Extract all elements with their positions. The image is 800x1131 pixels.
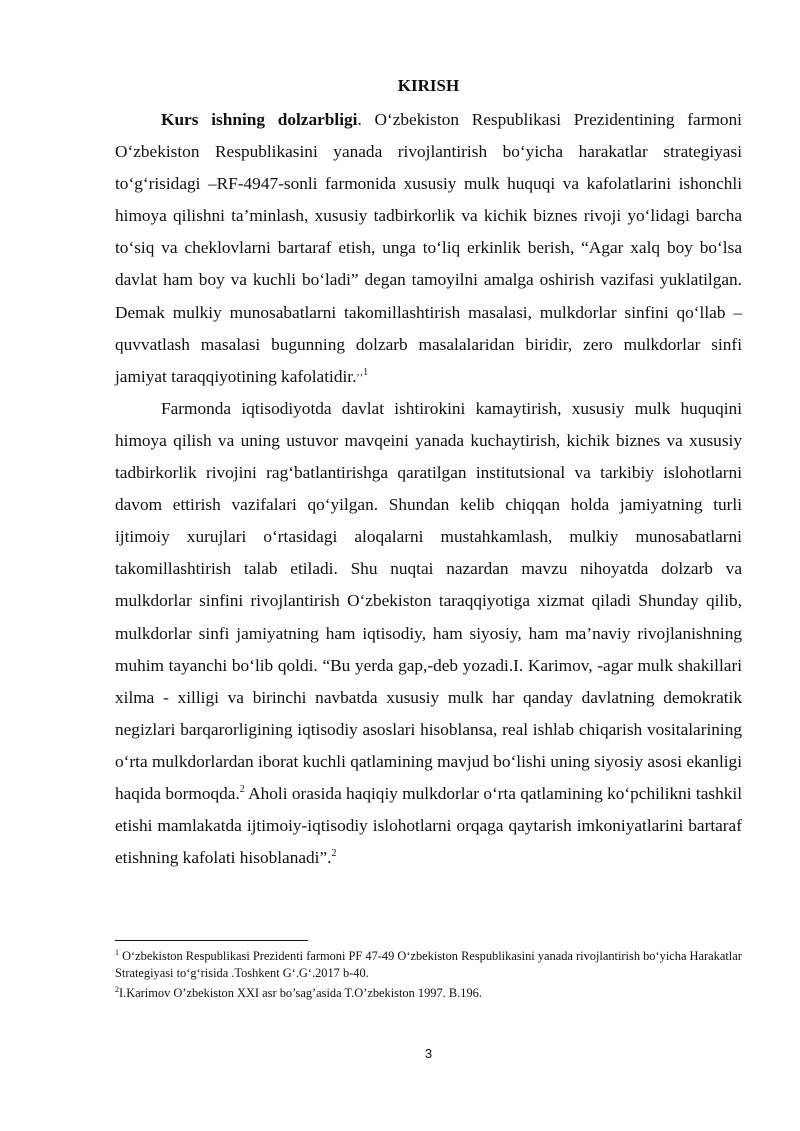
- relevance-lead-label: Kurs ishning dolzarbligi: [161, 110, 358, 129]
- footnote-mark: 2: [115, 985, 119, 994]
- paragraph-text: Farmonda iqtisodiyotda davlat ishtirokini kamaytirish, xususiy mulk huquqini himoya qilish va uning ustuvor mavqeini yanada kuchaytirish, kichik biznes va xususiy tadbirkorlik rivojini rag‘batlantirishga qaratilgan institutsional va tarkibiy islohotlarni davom ettirish vazifalari qo‘yilgan. Shundan kelib chiqqan holda jamiyatning turli ijtimoiy xurujlari o‘rtasidagi aloqalarni mustahkamlash, mulkiy munosabatlarni takomillashtirish talab etiladi. Shu nuqtai nazardan mavzu nihoyatda dolzarb va mulkdorlar sinfini rivojlantirish O‘zbekiston taraqqiyotiga xizmat qiladi Shunday qilib, mulkdorlar sinfi jamiyatning ham iqtisodiy, ham siyosiy, ham ma’naviy rivojlanishning muhim tayanchi bo‘lib qoldi. “Bu yerda gap,-deb yozadi.I. Karimov, -agar mulk shakillari xilma - xilligi va birinchi navbatda xususiy mulk har qanday davlatning demokratik negizlari barqarorligining iqtisodiy asoslari hisoblansa, real ishlab chiqarish vositalarining o‘rta mulkdorlardan iborat kuchli qatlamining mavjud bo‘lishi uning siyosiy asosi ekanligi haqida bormoqda.: [115, 398, 742, 803]
- footnote-separator: [115, 940, 308, 941]
- footnote-ref-2a[interactable]: 2: [239, 783, 245, 795]
- footnotes: [115, 948, 742, 1006]
- footnote-text: O‘zbekiston Respublikasi Prezidenti farmoni PF 47-49 O‘zbekiston Respublikasini yanada rivojlantirish bo‘yicha Harakatlar Strategiyasi to‘g‘risida .Toshkent G‘.G‘.2017 b-40.: [115, 949, 742, 980]
- section-heading: KIRISH: [397, 76, 460, 95]
- paragraph-text-continued: Aholi orasida haqiqiy mulkdorlar o‘rta qatlamining ko‘pchilikni tashkil etishi mamlakatda ijtimoiy-iqtisodiy islohotlarni orqaga qaytarish imkoniyatlarini bartaraf etishning kafolati hisoblanadi”.: [115, 783, 743, 868]
- paragraph-text: . O‘zbekiston Respublikasi Prezidentining farmoni O‘zbekiston Respublikasini yanada rivojlantirish bo‘yicha harakatlar strategiyasi to‘g‘risidagi –RF-4947-sonli farmonida xususiy mulk huquqi va kafolatlarini ishonchli himoya qilishni ta’minlash, xususiy tadbirkorlik va kichik biznes rivoji yo‘lidagi barcha to‘siq va cheklovlarni bartaraf etish, unga to‘liq erkinlik berish, “Agar xalq boy bo‘lsa davlat ham boy va kuchli bo‘ladi” degan tamoyilni amalga oshirish vazifasi yuklatilgan. Demak mulkiy munosabatlarni takomillashtirish masalasi, mulkdorlar sinfini qo‘llab – quvvatlash masalasi bugunning dolzarb masalalaridan biridir, zero mulkdorlar sinfi jamiyat taraqqiyotining kafolatidir.: [115, 110, 742, 386]
- page-number: 3: [424, 1046, 433, 1061]
- footnote-text: I.Karimov O’zbekiston XXI asr bo’sag’asida T.O’zbekiston 1997. B.196.: [119, 986, 482, 1000]
- footnote-ref-1[interactable]: ‚‚1: [356, 366, 369, 378]
- body-text: [115, 104, 742, 874]
- footnote-item: [115, 948, 742, 981]
- footnote-item: [115, 985, 742, 1002]
- footnote-ref-2b[interactable]: 2: [331, 848, 337, 860]
- paragraph-decree: [115, 393, 742, 874]
- paragraph-relevance: [115, 104, 742, 393]
- footnote-mark: 1: [115, 948, 119, 957]
